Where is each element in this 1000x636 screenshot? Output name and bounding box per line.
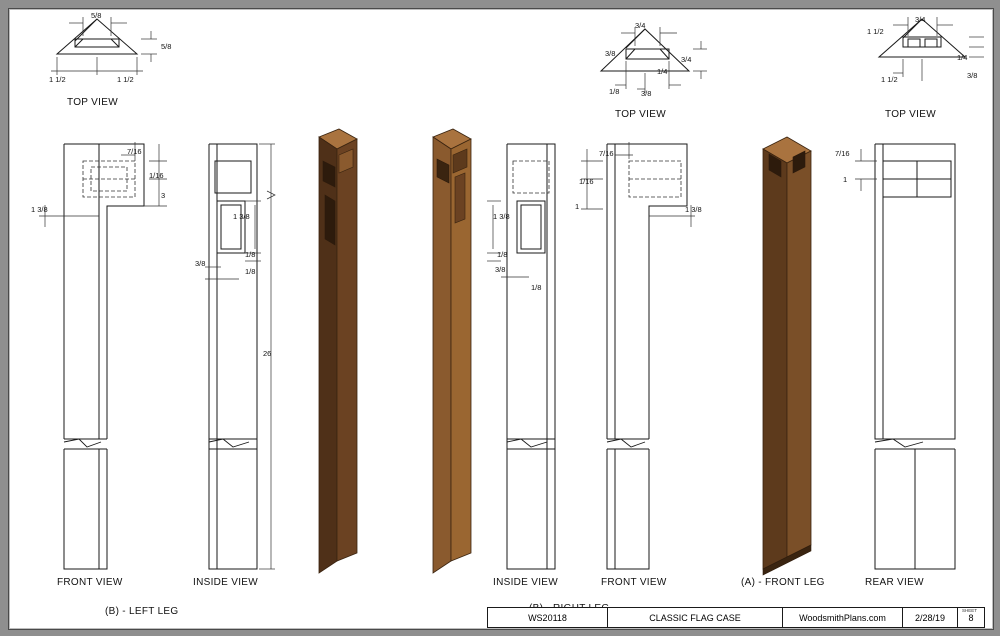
dim-top-mid-5: 1/4: [657, 67, 668, 76]
dim-left-inside-3: 3/8: [195, 259, 206, 268]
title-block-sheet: [958, 608, 984, 627]
dim-left-inside-overall: 26: [263, 349, 272, 358]
dim-top-right-2: 3/4: [915, 15, 926, 24]
dim-right-inside-3: 3/8: [495, 265, 506, 274]
dim-left-inside-1: 1 3/8: [233, 212, 250, 221]
dim-top-left-1: 5/8: [91, 11, 102, 20]
view-label-rear-right: REAR VIEW: [865, 577, 924, 588]
dim-top-mid-4: 1/8: [609, 87, 620, 96]
view-label-inside-right: INSIDE VIEW: [493, 577, 558, 588]
dim-right-inside-4: 1/8: [531, 283, 542, 292]
dim-top-mid-1: 3/4: [635, 21, 646, 30]
dim-top-right-5: 1 1/2: [881, 75, 898, 84]
title-block-drawing-code: WS20118: [488, 608, 608, 627]
dim-left-inside-4: 1/8: [245, 267, 256, 276]
title-block-project-name: CLASSIC FLAG CASE: [608, 608, 783, 627]
dim-left-front-4: 1 3/8: [31, 205, 48, 214]
dim-top-right-3: 1/4: [957, 53, 968, 62]
title-block-date: 2/28/19: [903, 608, 958, 627]
dim-top-right-1: 1 1/2: [867, 27, 884, 36]
dim-right-front-3: 1: [575, 202, 580, 211]
dim-right-inside-1: 1 3/8: [493, 212, 510, 221]
dim-top-mid-3: 3/4: [681, 55, 692, 64]
dim-right-inside-2: 1/8: [497, 250, 508, 259]
view-label-top-left: TOP VIEW: [67, 97, 118, 108]
dim-left-front-2: 1/16: [149, 171, 164, 180]
dim-left-inside-2: 1/8: [245, 250, 256, 259]
dim-top-left-2: 5/8: [161, 42, 172, 51]
drawing-page: [8, 8, 994, 630]
dim-top-right-4: 3/8: [967, 71, 978, 80]
dim-top-mid-2: 3/8: [605, 49, 616, 58]
dim-right-front-4: 1 3/8: [685, 205, 702, 214]
dim-top-left-4: 1 1/2: [117, 75, 134, 84]
view-label-top-middle: TOP VIEW: [615, 109, 666, 120]
wood-model-front-leg: [9, 9, 993, 629]
group-label-front-leg: (A) - FRONT LEG: [741, 577, 825, 588]
view-label-top-right: TOP VIEW: [885, 109, 936, 120]
title-block-sheet-word: SHEET: [962, 608, 978, 613]
dim-right-front-1: 7/16: [599, 149, 614, 158]
dim-right-front-2: 1/16: [579, 177, 594, 186]
dim-left-front-1: 7/16: [127, 147, 142, 156]
title-block-sheet-number: 8: [968, 612, 974, 623]
dim-left-front-3: 3: [161, 191, 166, 200]
group-label-left-leg: (B) - LEFT LEG: [105, 606, 179, 617]
title-block-website: WoodsmithPlans.com: [783, 608, 903, 627]
dim-front-leg-2: 1: [843, 175, 848, 184]
view-label-front-right: FRONT VIEW: [601, 577, 667, 588]
dim-top-mid-6: 3/8: [641, 89, 652, 98]
view-label-front-left: FRONT VIEW: [57, 577, 123, 588]
dim-top-left-3: 1 1/2: [49, 75, 66, 84]
title-block: [487, 607, 985, 628]
dim-front-leg-1: 7/16: [835, 149, 850, 158]
view-label-inside-left: INSIDE VIEW: [193, 577, 258, 588]
